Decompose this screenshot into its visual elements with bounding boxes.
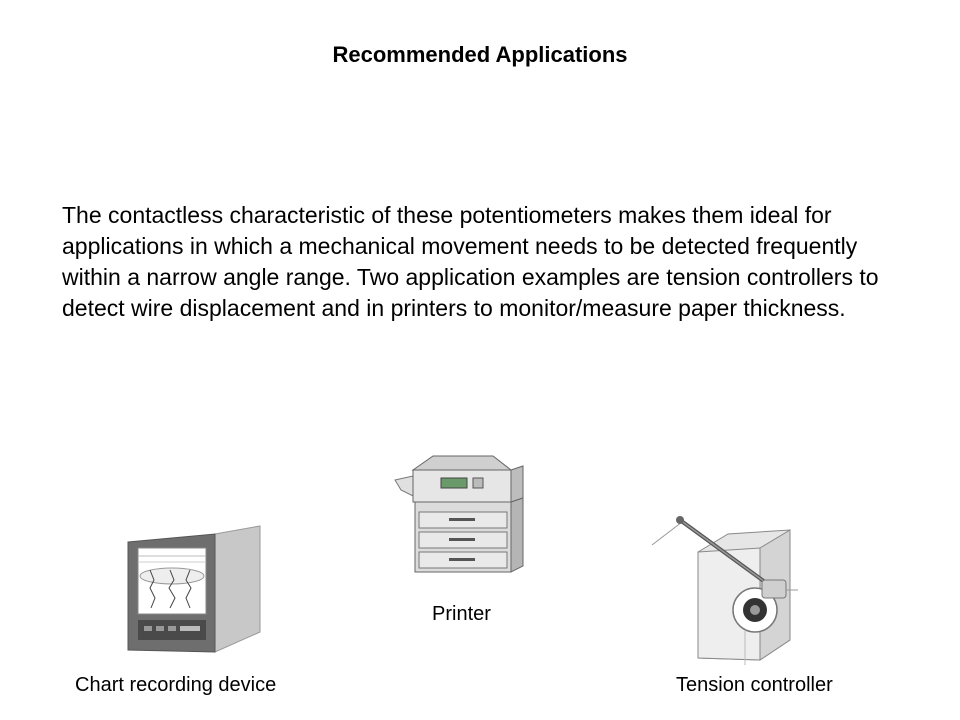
page-title: Recommended Applications — [332, 42, 628, 67]
printer-icon — [393, 450, 528, 575]
tension-controller-icon — [650, 510, 800, 665]
caption-printer: Printer — [432, 603, 491, 625]
caption-tension-controller: Tension controller — [676, 674, 833, 696]
chart-recorder-icon — [120, 522, 265, 657]
body-paragraph: The contactless characteristic of these potentiometers makes them ideal for applications in which a mechanical movement needs to be detected frequently within a narrow angle range. Two application examples are tension controllers to detect wire displacement and in printers to monitor/measure paper thickness. — [62, 202, 879, 321]
caption-chart-recording-device: Chart recording device — [75, 674, 277, 696]
